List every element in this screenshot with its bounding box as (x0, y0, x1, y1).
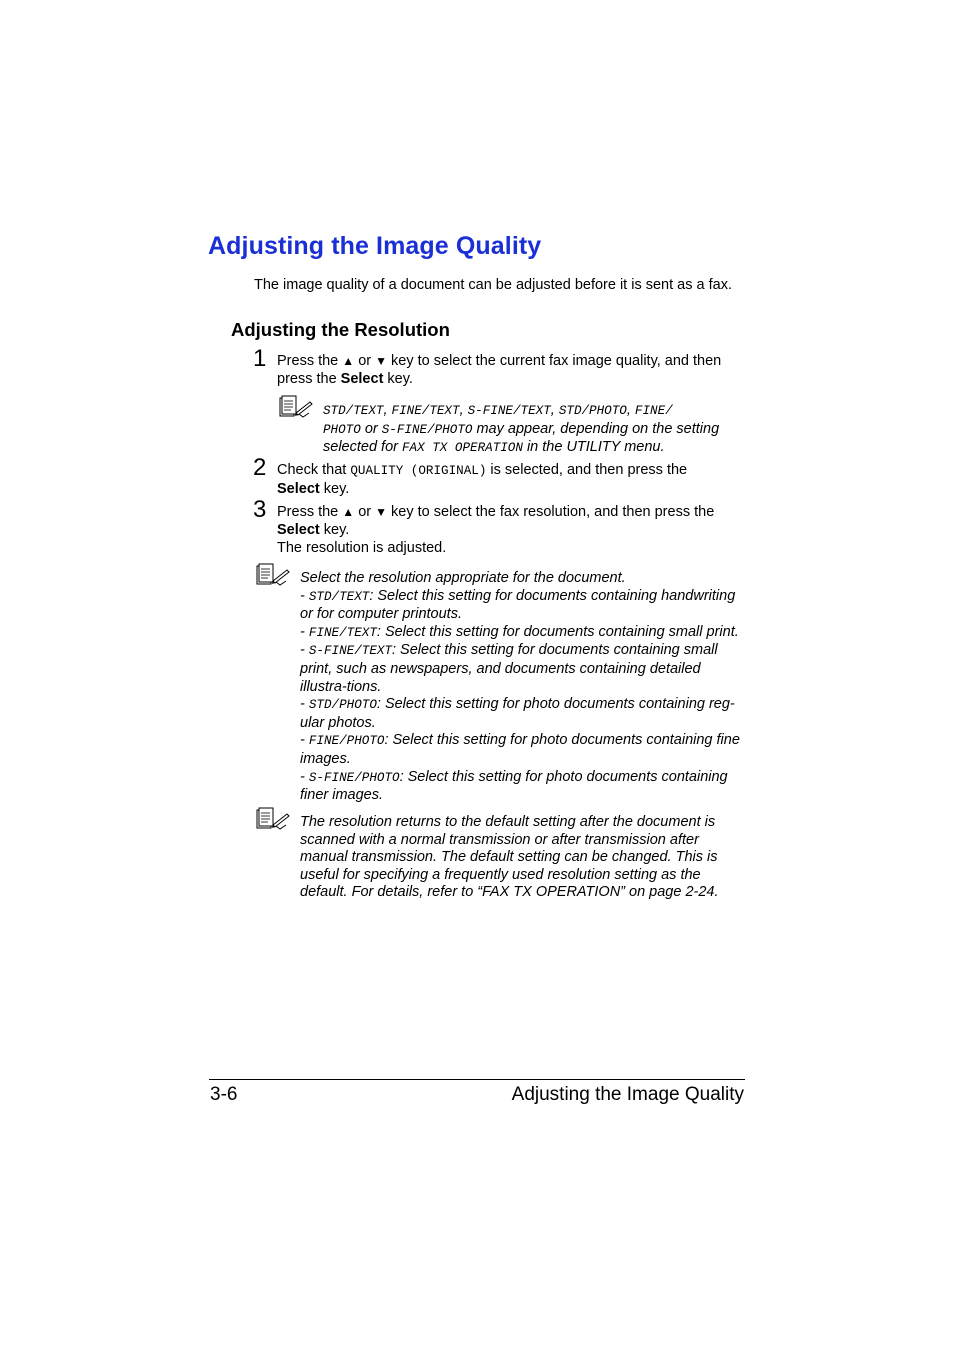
step-1-number: 1 (253, 345, 267, 372)
select-key-label: Select (340, 371, 384, 387)
step-1-text-c: key. (383, 371, 413, 387)
step-2-text (277, 461, 722, 498)
code-quality-original: QUALITY (ORIGINAL) (350, 464, 487, 478)
step-3-text-a: Press the (277, 504, 343, 520)
note-pencil-icon (279, 395, 315, 419)
note-1-end: in the UTILITY menu. (522, 439, 665, 456)
step-3-text (277, 503, 722, 557)
footer-chapter-title: Adjusting the Image Quality (511, 1084, 744, 1105)
sep-5: or (360, 420, 382, 437)
note-2-item (300, 624, 748, 643)
select-key-label: Select (277, 522, 320, 538)
step-1-text-b: key to select the current fax image quality, and then press the (277, 353, 722, 387)
step-3-or: or (354, 504, 376, 520)
footer-rule (209, 1079, 745, 1080)
code-s-fine-photo: S-FINE/PHOTO (308, 770, 400, 785)
dash: - (300, 696, 309, 713)
code-fine-photo-a: FINE/ (634, 404, 673, 418)
step-2-text-a: Check that (277, 462, 351, 478)
note-2-item-text: : Select this setting for photo documents containing reg-ular photos. (300, 696, 735, 731)
select-key-label: Select (277, 481, 320, 497)
note-2-item-text: : Select this setting for photo documents containing finer images. (300, 768, 728, 804)
step-1-or: or (354, 353, 376, 369)
code-std-photo: STD/PHOTO (308, 698, 377, 713)
code-fine-text: FINE/TEXT (308, 625, 377, 640)
code-fine-text: FINE/TEXT (391, 404, 460, 418)
note-2-lead: Select the resolution appropriate for the document. (300, 570, 626, 586)
dash: - (300, 587, 309, 604)
note-2-text (300, 570, 748, 805)
step-3-result: The resolution is adjusted. (277, 540, 447, 556)
note-2-item-text: : Select this setting for photo documents containing fine images. (300, 732, 740, 767)
note-2-item (300, 769, 748, 805)
down-arrow-icon: ▼ (375, 354, 388, 368)
up-arrow-icon: ▲ (342, 354, 355, 368)
note-pencil-icon (256, 807, 292, 831)
step-3-number: 3 (253, 496, 267, 523)
note-2-item (300, 588, 748, 624)
sep-1: , (383, 402, 392, 418)
code-s-fine-text: S-FINE/TEXT (308, 644, 392, 659)
note-pencil-icon (256, 563, 292, 587)
code-std-text: STD/TEXT (323, 404, 384, 418)
note-2-item-text: : Select this setting for documents containing small print. (376, 623, 739, 640)
step-3-text-b: key to select the fax resolution, and then press the (387, 504, 715, 520)
note-2-item (300, 642, 748, 696)
note-2-item-text: : Select this setting for documents containing small print, such as newspapers, and documents containing detailed illustra-tions. (300, 642, 718, 695)
dash: - (300, 642, 309, 659)
step-1-text-a: Press the (277, 353, 343, 369)
code-std-text: STD/TEXT (308, 589, 370, 604)
step-2-number: 2 (253, 454, 267, 481)
note-2-item (300, 696, 748, 732)
up-arrow-icon: ▲ (342, 505, 355, 519)
note-1-mid: may appear, depending on the setting selected for (323, 420, 720, 456)
step-3-text-c: key. (319, 522, 350, 538)
step-2-text-c: key. (319, 481, 350, 497)
note-2-item (300, 732, 748, 768)
step-1-text (277, 352, 747, 388)
dash: - (300, 732, 309, 749)
code-s-fine-photo: S-FINE/PHOTO (381, 422, 473, 437)
sep-3: , (550, 402, 559, 418)
code-std-photo: STD/PHOTO (558, 404, 627, 418)
step-2-text-b: is selected, and then press the (486, 462, 688, 478)
footer-page-number: 3-6 (210, 1084, 238, 1105)
code-fine-photo-b: PHOTO (323, 422, 361, 437)
section-heading: Adjusting the Resolution (231, 319, 450, 340)
intro-paragraph: The image quality of a document can be adjusted before it is sent as a fax. (254, 277, 732, 293)
code-s-fine-text: S-FINE/TEXT (467, 404, 551, 418)
note-3-text: The resolution returns to the default setting after the document is scanned with a normal transmission or after transmission after manual transmission. The default setting can be changed. This is useful for specifying a frequently used resolution setting as the default. For details, refer to “FAX TX OPERATION” on page 2-24. (300, 814, 719, 901)
code-fine-photo: FINE/PHOTO (308, 734, 385, 749)
down-arrow-icon: ▼ (375, 505, 388, 519)
page-title: Adjusting the Image Quality (208, 232, 542, 260)
note-1-text (323, 402, 748, 458)
code-fax-tx-operation: FAX TX OPERATION (402, 441, 523, 456)
dash: - (300, 768, 309, 785)
note-2-item-text: : Select this setting for documents containing handwriting or for computer printouts. (300, 587, 736, 623)
sep-2: , (459, 402, 468, 418)
dash: - (300, 623, 309, 640)
sep-4: , (626, 402, 635, 418)
